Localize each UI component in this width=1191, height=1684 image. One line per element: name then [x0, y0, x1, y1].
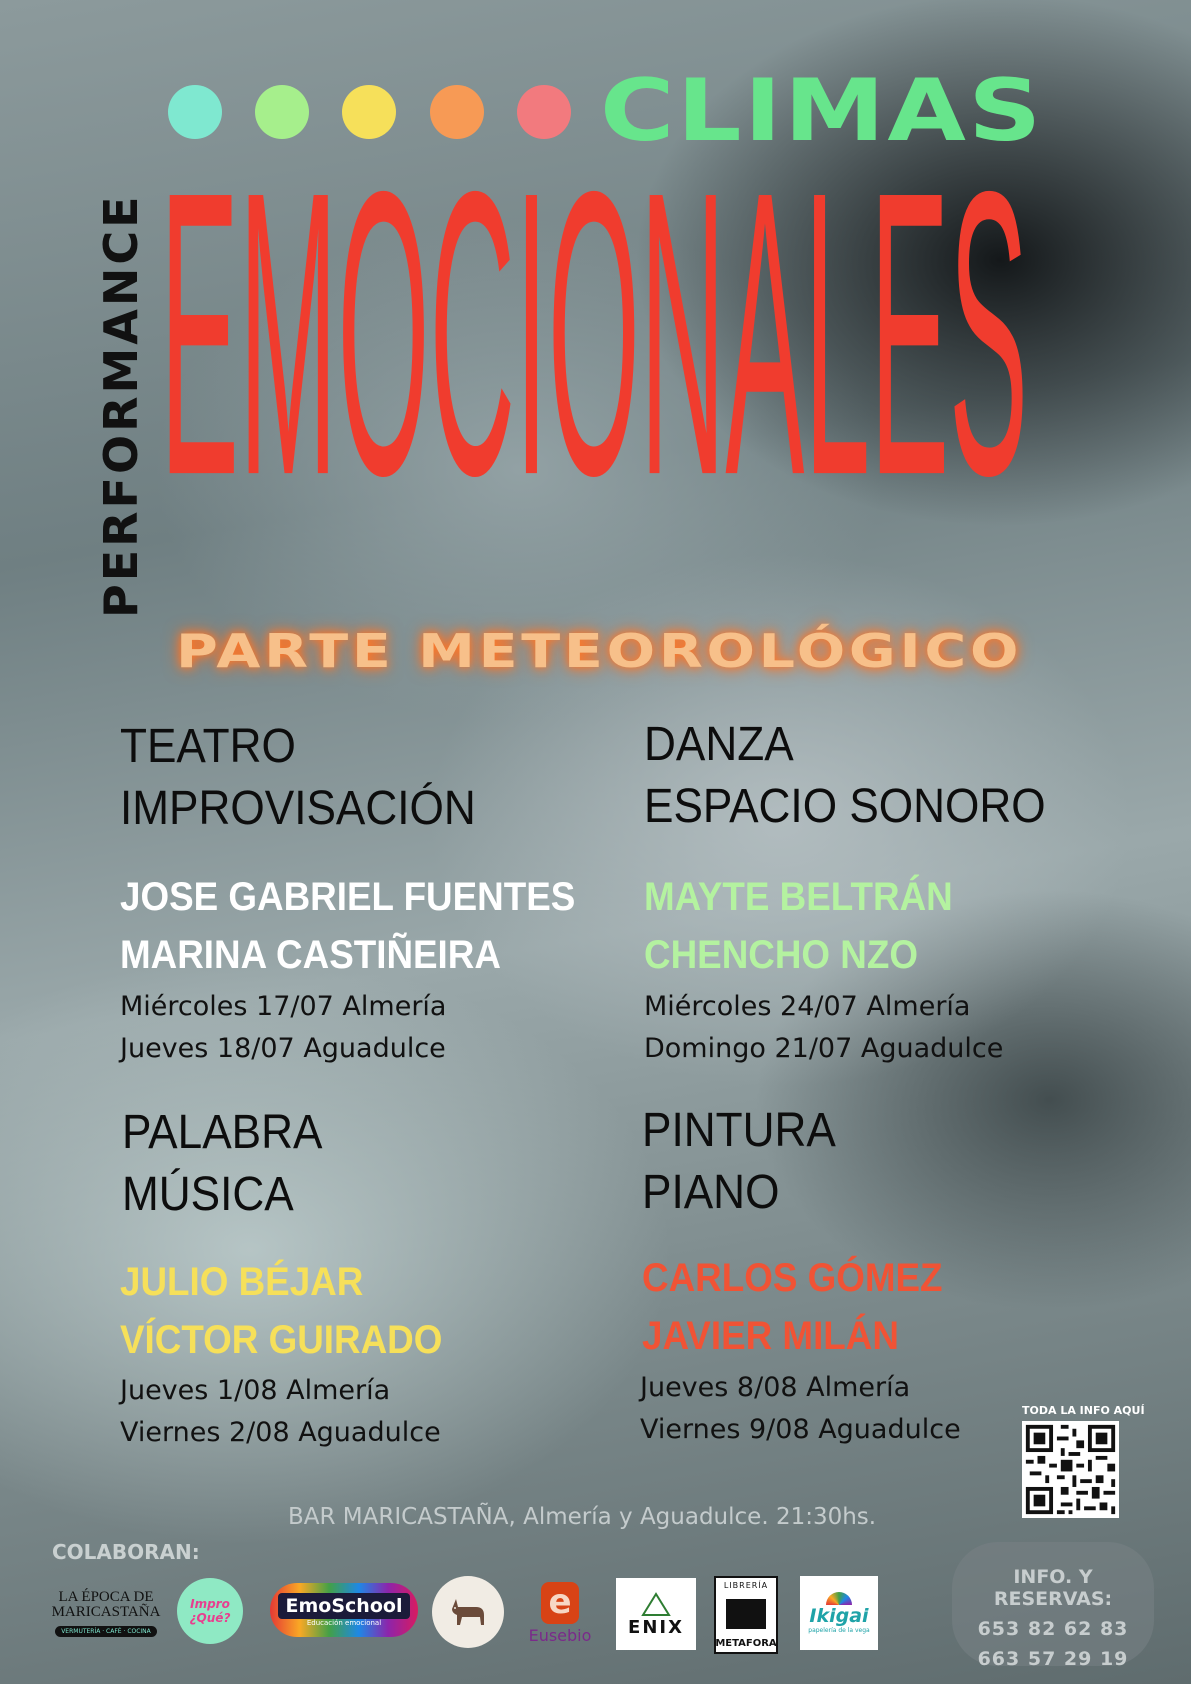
event-2-dates: [644, 986, 1003, 1070]
logo-text: ENIX: [628, 1616, 684, 1638]
event-2-disciplines: [644, 714, 1046, 838]
artist-name: CHENCHO NZO: [644, 933, 918, 977]
date-line: Jueves 8/08 Almería: [640, 1372, 911, 1403]
logo-libreria-metafora: [714, 1576, 778, 1654]
mountain-icon: [641, 1591, 671, 1617]
discipline: DANZA: [644, 718, 794, 771]
colaboran-label: COLABORAN:: [52, 1540, 200, 1564]
book-icon: [726, 1599, 766, 1629]
artist-name: VÍCTOR GUIRADO: [120, 1318, 443, 1362]
date-line: Jueves 18/07 Aguadulce: [120, 1033, 446, 1064]
event-1-artists: [120, 868, 575, 984]
label-performance: PERFORMANCE: [94, 193, 148, 618]
discipline: MÚSICA: [122, 1168, 294, 1221]
artist-name: JAVIER MILÁN: [642, 1314, 899, 1358]
discipline: TEATRO: [120, 720, 296, 773]
qr-code[interactable]: [1022, 1421, 1119, 1518]
svg-text:EMOCIONALES: EMOCIONALES: [160, 106, 1028, 559]
logo-text: LA ÉPOCA DE MARICASTAÑA: [51, 1588, 161, 1620]
discipline: IMPROVISACIÓN: [120, 782, 476, 835]
logo-ikigai: [800, 1576, 878, 1650]
logo-emoschool: [270, 1583, 418, 1637]
event-4-dates: [640, 1367, 961, 1451]
logo-text: LIBRERÍA: [723, 1581, 769, 1590]
logo-donkey-circle: [432, 1576, 504, 1648]
event-1-disciplines: [120, 716, 476, 840]
logo-text: Ikigai: [809, 1605, 869, 1627]
qr-label: TODA LA INFO AQUÍ: [1022, 1404, 1145, 1417]
logo-subtext: METAFORA: [715, 1638, 777, 1649]
artist-name: CARLOS GÓMEZ: [642, 1256, 943, 1300]
info-title: INFO. Y RESERVAS:: [993, 1566, 1113, 1610]
phone-number[interactable]: 663 57 29 19: [977, 1648, 1129, 1670]
logo-la-epoca-de-maricastana: [50, 1578, 162, 1648]
logo-text: EmoSchool: [278, 1593, 411, 1619]
artist-name: MARINA CASTIÑEIRA: [120, 933, 501, 977]
donkey-icon: [446, 1595, 490, 1629]
discipline: PINTURA: [642, 1104, 836, 1157]
logo-enix: [616, 1578, 696, 1650]
date-line: Miércoles 17/07 Almería: [120, 991, 447, 1022]
discipline: ESPACIO SONORO: [644, 780, 1046, 833]
logo-subtext: papelería de la vega: [808, 1627, 870, 1634]
event-4-disciplines: [642, 1100, 836, 1224]
title-climas: CLIMAS: [600, 61, 1044, 161]
logo-text: Impro ¿Qué?: [189, 1597, 231, 1625]
date-line: Viernes 9/08 Aguadulce: [640, 1414, 961, 1445]
phone-number[interactable]: 653 82 62 83: [977, 1618, 1129, 1640]
artist-name: MAYTE BELTRÁN: [644, 875, 953, 919]
date-line: Viernes 2/08 Aguadulce: [120, 1417, 441, 1448]
discipline: PALABRA: [122, 1106, 323, 1159]
discipline: PIANO: [642, 1166, 780, 1219]
logo-text: Eusebio: [528, 1625, 592, 1645]
eusebio-icon: e: [541, 1582, 579, 1624]
artist-name: JULIO BÉJAR: [120, 1260, 364, 1304]
event-1-dates: [120, 986, 446, 1070]
date-line: Miércoles 24/07 Almería: [644, 991, 971, 1022]
event-3-dates: [120, 1370, 441, 1454]
logo-eusebio: [520, 1578, 600, 1648]
event-3-artists: [120, 1253, 442, 1369]
logo-subtext: Educación emocional: [306, 1619, 382, 1627]
event-3-disciplines: [122, 1102, 322, 1226]
rainbow-icon: [826, 1592, 852, 1605]
date-line: Jueves 1/08 Almería: [120, 1375, 391, 1406]
logo-impro-que: [177, 1578, 243, 1644]
info-reservas-box: [952, 1542, 1154, 1670]
artist-name: JOSE GABRIEL FUENTES: [120, 875, 576, 919]
subtitle-parte-meteorologico: PARTE METEOROLÓGICO: [176, 624, 1023, 678]
venue-info: BAR MARICASTAÑA, Almería y Aguadulce. 21:30hs.: [288, 1504, 877, 1530]
event-2-artists: [644, 868, 953, 984]
logo-subtext: VERMUTERÍA · CAFÉ · COCINA: [55, 1626, 157, 1637]
date-line: Domingo 21/07 Aguadulce: [644, 1033, 1004, 1064]
event-4-artists: [642, 1249, 943, 1365]
